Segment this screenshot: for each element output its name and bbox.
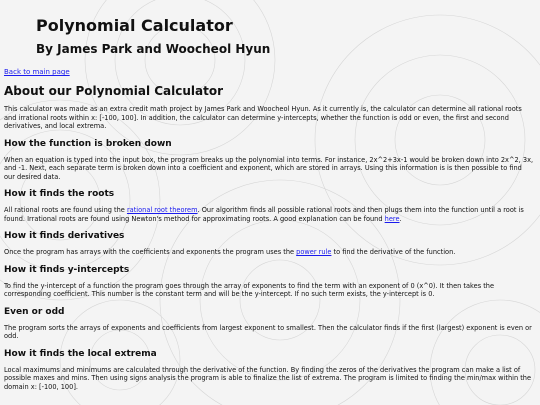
- roots-text-part-2: . Our algorithm finds all possible rational roots and then plugs them into the function until a root is found. Irrational roots are found using Newton's method for approximating roots. A good explanation can be found: [4, 206, 524, 223]
- roots-text: [4, 206, 534, 223]
- about-text: This calculator was made as an extra credit math project by James Park and Woocheol Hyun. As it currently is, the calculator can determine all rational roots and irrational roots within x: [-100, 100]. In addition, the calculator can determine y-intercepts, whether the function is odd or even, the first and second derivatives, and local extrema.: [4, 105, 522, 130]
- derivatives-text-part-2: to find the derivative of the function.: [331, 248, 456, 256]
- extrema-heading: How it finds the local extrema: [4, 348, 157, 359]
- roots-text-part-1: All rational roots are found using the: [4, 206, 127, 214]
- derivatives-text-part-1: Once the program has arrays with the coefficients and exponents the program uses the: [4, 248, 297, 256]
- breakdown-heading: How the function is broken down: [4, 138, 172, 149]
- roots-heading: How it finds the roots: [4, 189, 115, 199]
- rational-root-theorem-link[interactable]: rational root theorem: [126, 206, 198, 214]
- derivatives-heading: How it finds derivatives: [4, 231, 125, 241]
- back-to-main-link[interactable]: Back to main page: [4, 68, 70, 76]
- page-title: Polynomial Calculator: [36, 16, 233, 35]
- extrema-text: Local maximums and minimums are calculated through the derivative of the function. By finding the zeros of the derivatives the program can make a list of possible maxes and mins. Then using signs analysis the program is able to finalize the list of extrema. The program is limited to finding the min/max within the domain x: [-100, 100].: [4, 365, 532, 391]
- authors-subtitle: By James Park and Woocheol Hyun: [36, 42, 271, 56]
- yint-heading: How it finds y-intercepts: [4, 264, 130, 275]
- breakdown-text: When an equation is typed into the input box, the program breaks up the polynomial into terms. For instance, 2x^2+3x-1 would be broken down into 2x^2, 3x, and -1. Next, each separate term is broken down into a coefficient and exponent, which are stored in arrays. Using this information is is then possible to find our desired data.: [4, 155, 534, 181]
- newtons-method-here-link[interactable]: here: [384, 214, 400, 223]
- derivatives-text: [4, 248, 534, 257]
- about-heading: About our Polynomial Calculator: [4, 84, 224, 98]
- power-rule-link[interactable]: power rule: [296, 248, 332, 256]
- evenodd-text: The program sorts the arrays of exponents and coefficients from largest exponent to smallest. Then the calculator finds if the first (largest) exponent is even or odd.: [4, 323, 532, 340]
- roots-text-part-3: .: [399, 214, 402, 223]
- yint-text: To find the y-intercept of a function the program goes through the array of exponents to find the term with an exponent of 0 (x^0). It then takes the corresponding coefficient. This number is the constant term and will be the y-intercept. If no such term exists, the y-intercept is 0.: [4, 281, 495, 298]
- evenodd-heading: Even or odd: [4, 306, 65, 317]
